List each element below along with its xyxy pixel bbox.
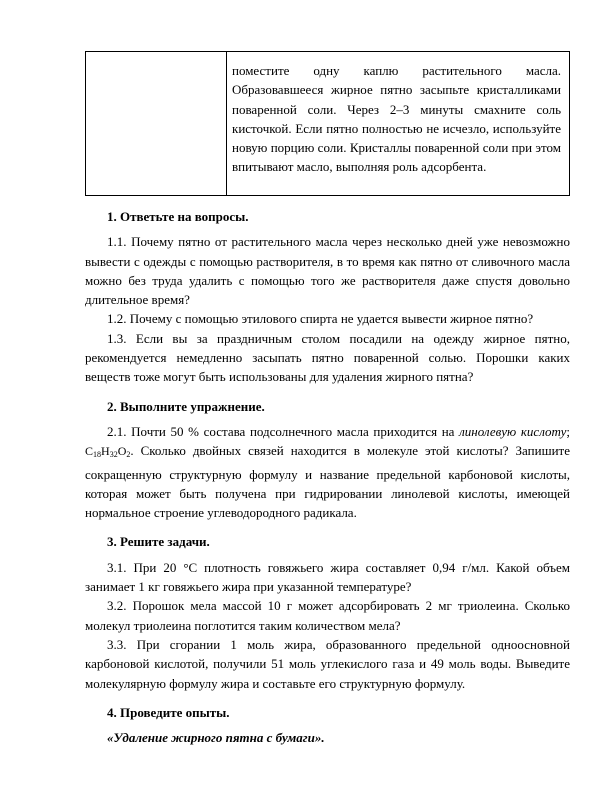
- formula-o: O: [117, 444, 127, 459]
- section-3-heading: 3. Решите задачи.: [107, 534, 210, 550]
- formula-h: H: [101, 444, 110, 459]
- exercise-colon: ;: [566, 423, 570, 439]
- table-cell-instruction: поместите одну каплю растительного масла. Образовавшееся жирное пятно засыпьте кристалликами поваренной соли. Через 2–3 минуты смахните соль кисточкой. Если пятно полностью не исчезло, используйте новую порцию соли. Кристаллы поваренной соли при этом впитывают масло, выполняя роль адсорбента.: [232, 63, 561, 175]
- table-column-divider: [226, 52, 227, 195]
- linoleic-acid-term: линолевую кислоту: [459, 423, 567, 439]
- questions-block: [85, 207, 570, 747]
- formula-o-count: 2: [126, 450, 131, 460]
- formula-c-count: 18: [93, 450, 102, 460]
- question-1-2: 1.2. Почему с помощью этилового спирта не удается вывести жирное пятно?: [107, 311, 534, 327]
- chemical-formula: [85, 444, 130, 458]
- task-3-1: 3.1. При 20 °С плотность говяжьего жира составляет 0,94 г/мл. Какой объем занимает 1 кг говяжьего жира при указанной температуре?: [85, 559, 570, 595]
- formula-c: C: [85, 444, 94, 459]
- formula-h-count: 32: [109, 450, 118, 460]
- instruction-table: [85, 51, 570, 196]
- exercise-text-rest: . Сколько двойных связей находится в молекуле этой кислоты? Запишите сокращенную структурную формулу и название предельной карбоновой кислоты, которая может быть получена при гидрировании линолевой кислоты, имеющей нормальное строение углеводородного радикала.: [85, 443, 570, 521]
- question-1-1: 1.1. Почему пятно от растительного масла через несколько дней уже невозможно вывести с одежды с помощью растворителя, в то время как пятно от сливочного масла можно без труда удалить с помощью того же растворителя даже спустя довольно длительное время?: [85, 234, 570, 308]
- exercise-2-1: [85, 422, 570, 522]
- exercise-text-start: 2.1. Почти 50 % состава подсолнечного масла приходится на: [107, 423, 460, 439]
- task-3-3: 3.3. При сгорании 1 моль жира, образованного предельной одноосновной карбоновой кислотой, получили 51 моль углекислого газа и 49 моль воды. Выведите молекулярную формулу жира и составьте его структурную формулу.: [85, 636, 570, 691]
- section-4-heading: 4. Проведите опыты.: [107, 704, 230, 720]
- section-2-heading: 2. Выполните упражнение.: [107, 398, 265, 414]
- section-1-heading: 1. Ответьте на вопросы.: [107, 209, 249, 224]
- task-3-2: 3.2. Порошок мела массой 10 г может адсорбировать 2 мг триолеина. Сколько молекул триолеина поглотится таким количеством мела?: [85, 598, 570, 633]
- question-1-3: 1.3. Если вы за праздничным столом посадили на одежду жирное пятно, рекомендуется немедленно засыпать пятно поваренной солью. Порошки каких веществ тоже могут быть использованы для удаления жирного пятна?: [85, 330, 570, 385]
- experiment-title: «Удаление жирного пятна с бумаги».: [107, 730, 325, 746]
